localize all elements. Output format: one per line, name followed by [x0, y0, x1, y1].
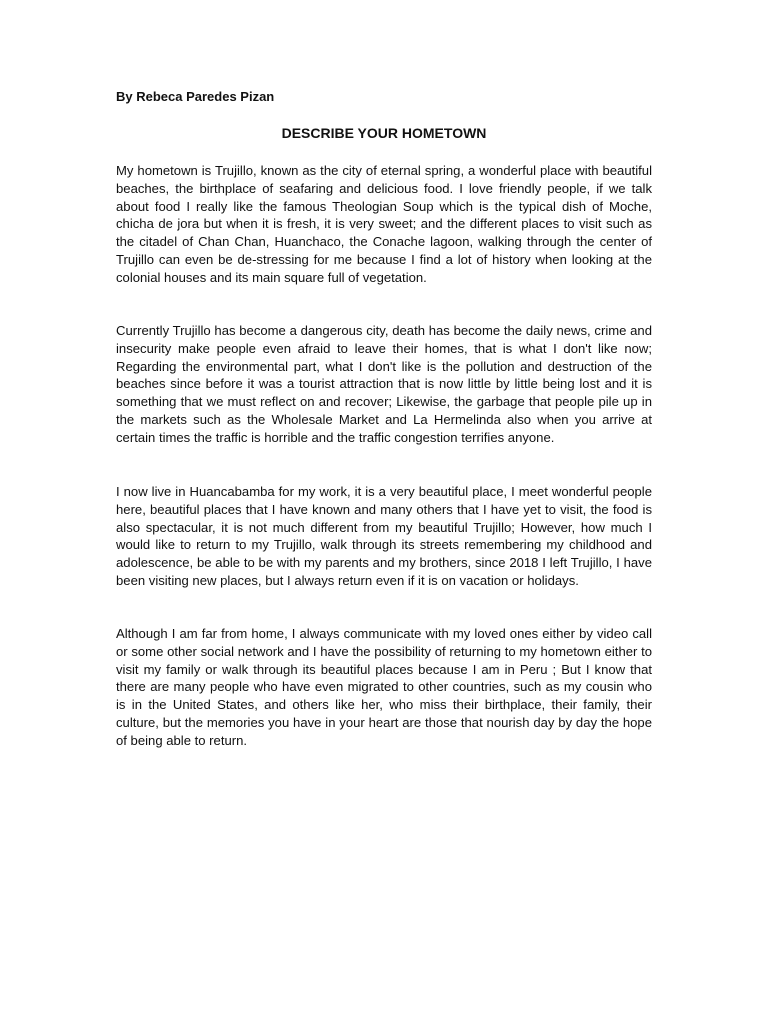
document-title: DESCRIBE YOUR HOMETOWN [281, 125, 487, 141]
paragraph-3: I now live in Huancabamba for my work, it is a very beautiful place, I meet wonderful people here, beautiful places that I have known and many others that I have yet to visit, the food is also spectacular, it is not much different from my beautiful Trujillo; However, how much I would like to return to my Trujillo, walk through its streets remembering my childhood and adolescence, be able to be with my parents and my brothers, since 2018 I left Trujillo, I have been visiting new places, but I always return even if it is on vacation or holidays. [116, 484, 652, 588]
paragraph-4: Although I am far from home, I always communicate with my loved ones either by video call or some other social network and I have the possibility of returning to my hometown either to visit my family or walk through its beautiful places because I am in Peru ; But I know that there are many people who have even migrated to other countries, such as my cousin who is in the United States, and others like her, who miss their birthplace, their family, their culture, but the memories you have in your heart are those that nourish day by day the hope of being able to return. [116, 626, 652, 748]
author-line: By Rebeca Paredes Pizan [116, 89, 275, 104]
paragraph-1: My hometown is Trujillo, known as the city of eternal spring, a wonderful place with beautiful beaches, the birthplace of seafaring and delicious food. I love friendly people, if we talk about food I really like the famous Theologian Soup which is the typical dish of Moche, chicha de jora but when it is fresh, it is very sweet; and the different places to visit such as the citadel of Chan Chan, Huanchaco, the Conache lagoon, walking through the center of Trujillo can even be de-stressing for me because I find a lot of history when looking at the colonial houses and its main square full of vegetation. [116, 163, 652, 285]
paragraph-2: Currently Trujillo has become a dangerous city, death has become the daily news, crime and insecurity make people even afraid to leave their homes, that is what I don't like now; Regarding the environmental part, what I don't like is the pollution and destruction of the beaches since before it was a tourist attraction that is now little by little being lost and it is something that we must reflect on and recover; Likewise, the garbage that people pile up in the markets such as the Wholesale Market and La Hermelinda also when you arrive at certain times the traffic is horrible and the traffic congestion terrifies anyone. [116, 323, 652, 445]
